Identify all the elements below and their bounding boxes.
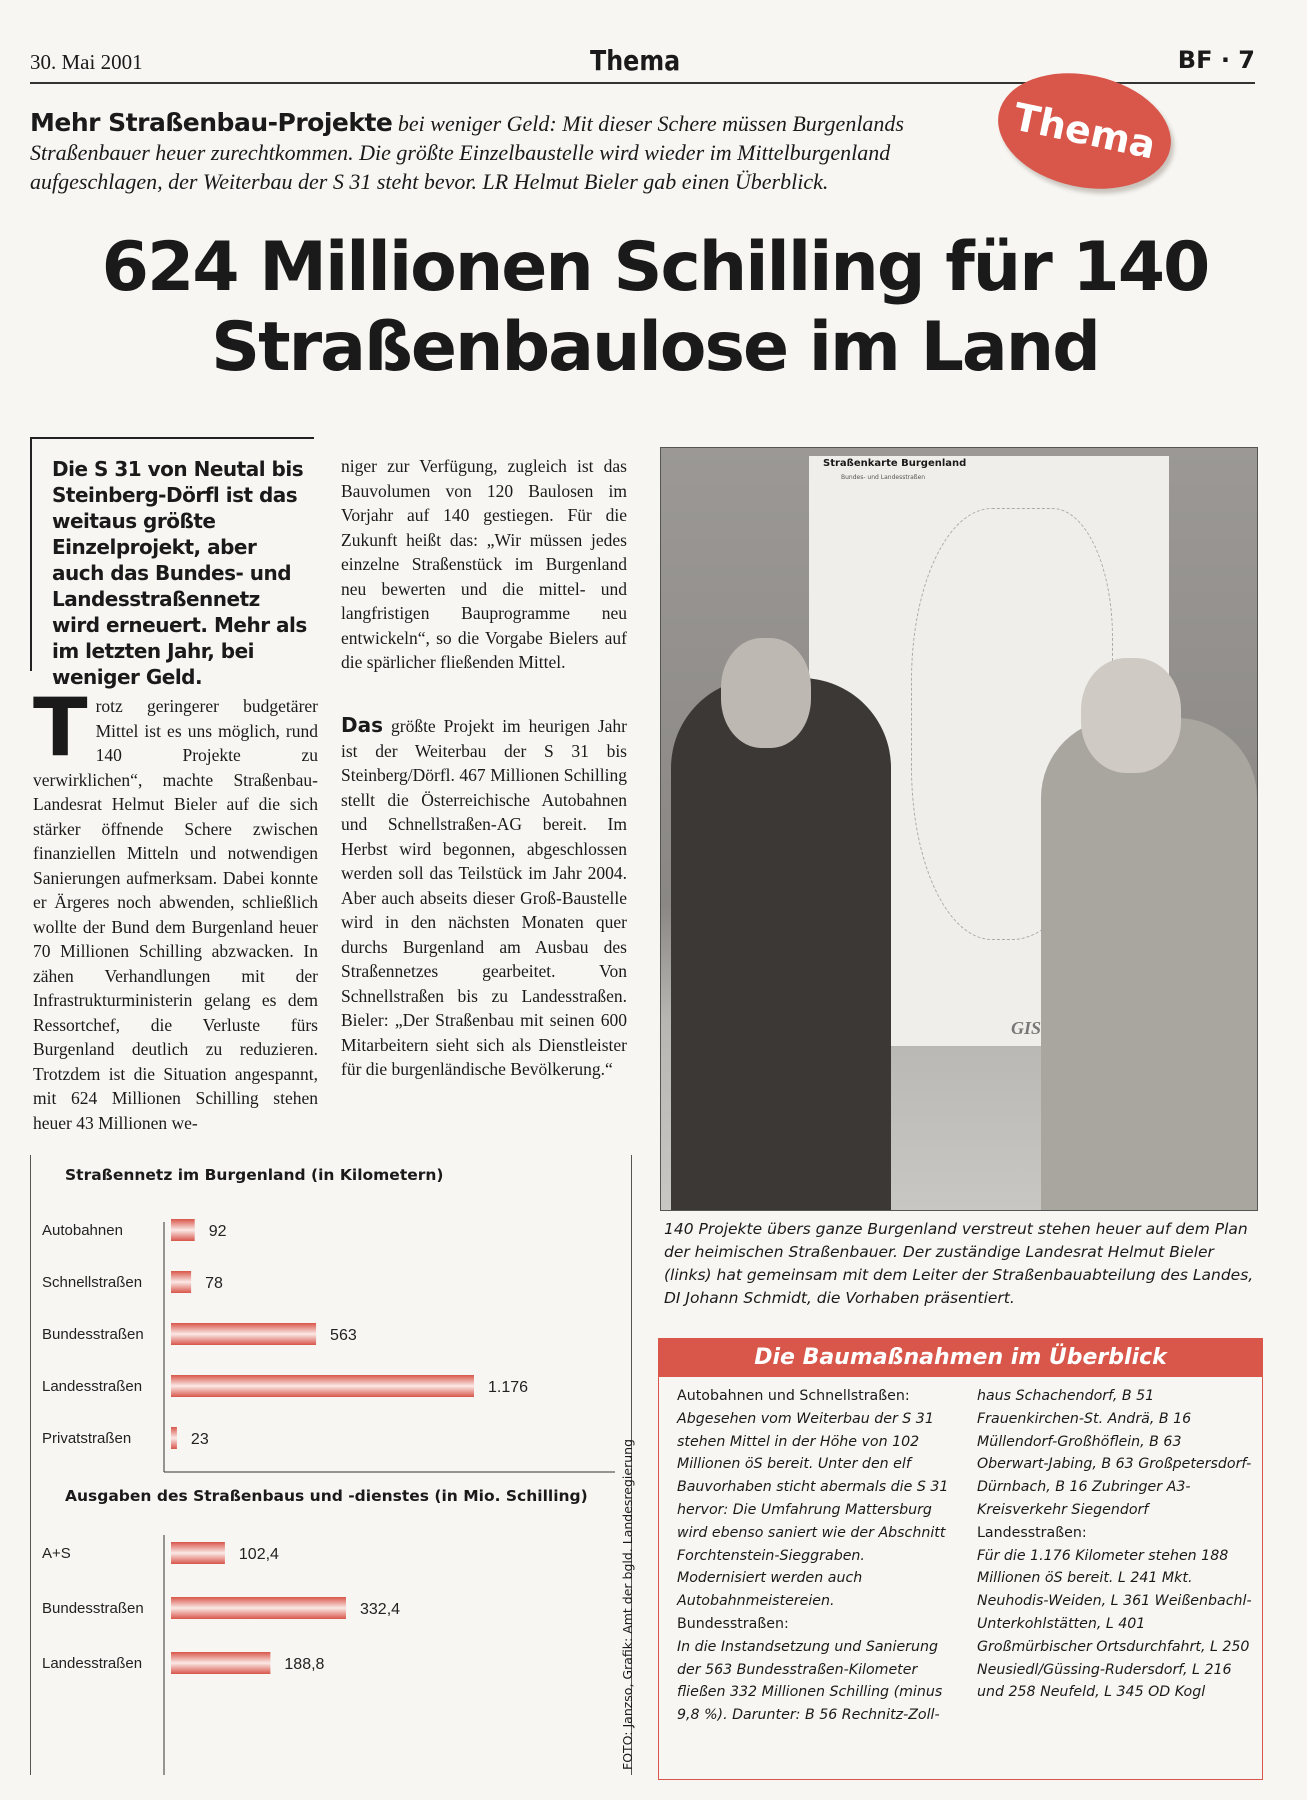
chart-value-label: 23 [190,1431,209,1448]
person-right-head [1081,658,1181,773]
chart-value-label: 78 [205,1275,223,1292]
map-logo: GIS [1011,1018,1042,1038]
info-box-text: Für die 1.176 Kilometer stehen 188 Millionen öS bereit. L 241 Mkt. Neuhodis-Weiden, L 361 Weißenbachl-Unterkohlstätten, L 401 Großmürbischer Ortsdurchfahrt, L 250 Neusiedl/Güssing-Rudersdorf, L 216 und 258 Neufeld, L 345 OD Kogl [977,1547,1252,1701]
page-number: BF · 7 [1177,46,1255,74]
photo [660,447,1258,1211]
chart-category-label: Bundesstraßen [42,1326,144,1343]
info-box-text: haus Schachendorf, B 51 Frauenkirchen-St. Andrä, B 16 Müllendorf-Großhöflein, B 63 Oberwart-Jabing, B 63 Großpetersdorf-Dürnbach, B 16 Zubringer A3-Kreisverkehr Siegendorf [977,1388,1252,1518]
chart-category-label: Bundesstraßen [42,1600,144,1617]
run-in-head: Das [341,713,384,737]
headline [20,228,1290,388]
map-title: Straßenkarte Burgenland [823,458,967,469]
chart-bar [171,1375,474,1397]
info-box-subhead: Bundesstraßen: [677,1615,789,1632]
chart1-title: Straßennetz im Burgenland (in Kilometern) [65,1166,444,1184]
chart-bar [171,1323,316,1345]
article-col2b-text: größte Projekt im heurigen Jahr ist der Weiterbau der S 31 bis Steinberg/Dörfl. 467 Millionen Schilling stellt die Österreichische Autobahnen und Schnellstraßen-AG bereit. Im Herbst wird begonnen, abgeschlossen werden soll das Teilstück im Jahr 2004. Aber auch abseits dieser Groß-Baustelle wird in den nächsten Monaten quer durchs Burgenland am Ausbau des Straßennetzes gearbeitet. Von Schnellstraßen bis zu Landesstraßen. Bieler: „Der Straßenbau mit seinen 600 Mitarbeitern sieht sich als Dienstleister für die burgenländische Bevölkerung.“ [341,716,627,1079]
chart-category-label: Landesstraßen [42,1655,143,1672]
info-box-column-2 [977,1385,1255,1704]
info-box-subhead: Landesstraßen: [977,1524,1087,1541]
chart-bar [171,1271,191,1293]
chart-value-label: 188,8 [284,1656,325,1673]
info-box-paragraph [977,1385,1255,1522]
info-box-subhead: Autobahnen und Schnellstraßen: [677,1388,910,1404]
chart-value-label: 102,4 [238,1546,279,1563]
photo-credit: FOTO: Janzso, Grafik: Amt der bgld. Landesregierung [620,1438,635,1770]
thema-badge [987,58,1181,204]
lead-text: bei weniger Geld: Mit dieser Schere müssen Burgenlands Straßenbauer heuer zurechtkommen. Die größte Einzelbaustelle wird wieder im Mittelburgenland aufgeschlagen, der Weiterbau der S 31 steht bevor. LR Helmut Bieler gab einen Überblick. [30,111,904,194]
chart2-title: Ausgaben des Straßenbaus und -dienstes (in Mio. Schilling) [65,1487,588,1505]
info-box-title: Die Baumaßnahmen im Überblick [659,1339,1262,1377]
article-column-1 [33,681,318,1135]
chart-bar [171,1542,225,1564]
issue-date: 30. Mai 2001 [30,50,143,74]
info-box-paragraph [677,1613,955,1727]
info-box-text: Abgesehen vom Weiterbau der S 31 stehen Mittel in der Höhe von 102 Millionen öS bereit. Unter den elf Bauvorhaben sticht abermals die S 31 hervor: Die Umfahrung Mattersburg wird ebenso saniert wie der Abschnitt Forchtenstein-Sieggraben. Modernisiert werden auch Autobahnmeistereien. [677,1410,949,1610]
section-title: Thema [590,44,681,77]
headline-line-2: Straßenbaulose im Land [211,308,1099,387]
chart-category-label: Privatstraßen [42,1430,132,1447]
info-box-paragraph [677,1385,955,1613]
chart-category-label: A+S [42,1545,71,1562]
info-box-paragraph [977,1522,1255,1704]
chart-bar [171,1219,195,1241]
article-column-2b [341,713,627,1082]
info-box-column-1 [677,1385,955,1727]
chart1-svg [30,1195,630,1485]
chart-category-label: Autobahnen [42,1222,123,1239]
dropcap: T [33,681,88,774]
map-subtitle: Bundes- und Landesstraßen [841,474,926,481]
chart-value-label: 563 [330,1327,357,1344]
article-col1-text: rotz geringerer budgetärer Mittel ist es uns möglich, rund 140 Projekte zu verwirklichen“, machte Straßenbau-Landesrat Helmut Bieler auf die sich stärker öffnende Schere zwischen finanziellen Mitteln und notwendigen Sanierungen aufmerksam. Dabei konnte er Ärgeres noch abwenden, schließlich wollte der Bund dem Burgenland heuer 70 Millionen Schilling abzwacken. In zähen Verhandlungen mit der Infrastrukturministerin gelang es dem Ressortchef, die Verluste fürs Burgenland deutlich zu reduzieren. Trotzdem ist die Situation angespannt, mit 624 Millionen Schilling stehen heuer 43 Millionen we- [33,696,318,1133]
person-left-head [721,638,811,748]
chart-category-label: Schnellstraßen [42,1274,143,1291]
person-right [1041,718,1257,1211]
lead-paragraph [30,108,1010,196]
headline-line-1: 624 Millionen Schilling für 140 [101,228,1209,307]
chart-bar [171,1652,270,1674]
thema-badge-label: Thema [1009,94,1160,168]
info-box [658,1338,1263,1780]
chart-category-label: Landesstraßen [42,1378,143,1395]
chart-value-label: 92 [208,1223,227,1240]
lead-kicker: Mehr Straßenbau-Projekte [30,108,393,137]
person-left [671,678,891,1211]
chart-value-label: 332,4 [360,1601,401,1618]
chart-bar [171,1427,177,1449]
info-box-text: In die Instandsetzung und Sanierung der 563 Bundesstraßen-Kilometer fließen 332 Millionen Schilling (minus 9,8 %). Darunter: B 56 Rechnitz-Zoll- [677,1638,943,1724]
chart2-svg [30,1515,630,1775]
photo-caption: 140 Projekte übers ganze Burgenland verstreut stehen heuer auf dem Plan der heimischen Straßenbauer. Der zuständige Landesrat Helmut Bieler (links) hat gemeinsam mit dem Leiter der Straßenbauabteilung des Landes, DI Johann Schmidt, die Vorhaben präsentiert. [664,1220,1254,1307]
summary-box: Die S 31 von Neutal bis Steinberg-Dörfl ist das weitaus größte Einzelprojekt, aber auch das Bundes- und Landesstraßennetz wird erneuert. Mehr als im letzten Jahr, bei weniger Geld. [52,457,307,689]
chart-bar [171,1597,346,1619]
article-column-2a: niger zur Verfügung, zugleich ist das Bauvolumen von 120 Baulosen im Vorjahr auf 140 gestiegen. Für die Zukunft heißt das: „Wir müssen jedes einzelne Straßenstück im Burgenland neu bewerten und die mittel- und langfristigen Bauprogramme neu entwickeln“, so die Vorgabe Bielers auf die spärlicher fließenden Mittel. [341,456,627,672]
chart-value-label: 1.176 [488,1379,529,1396]
